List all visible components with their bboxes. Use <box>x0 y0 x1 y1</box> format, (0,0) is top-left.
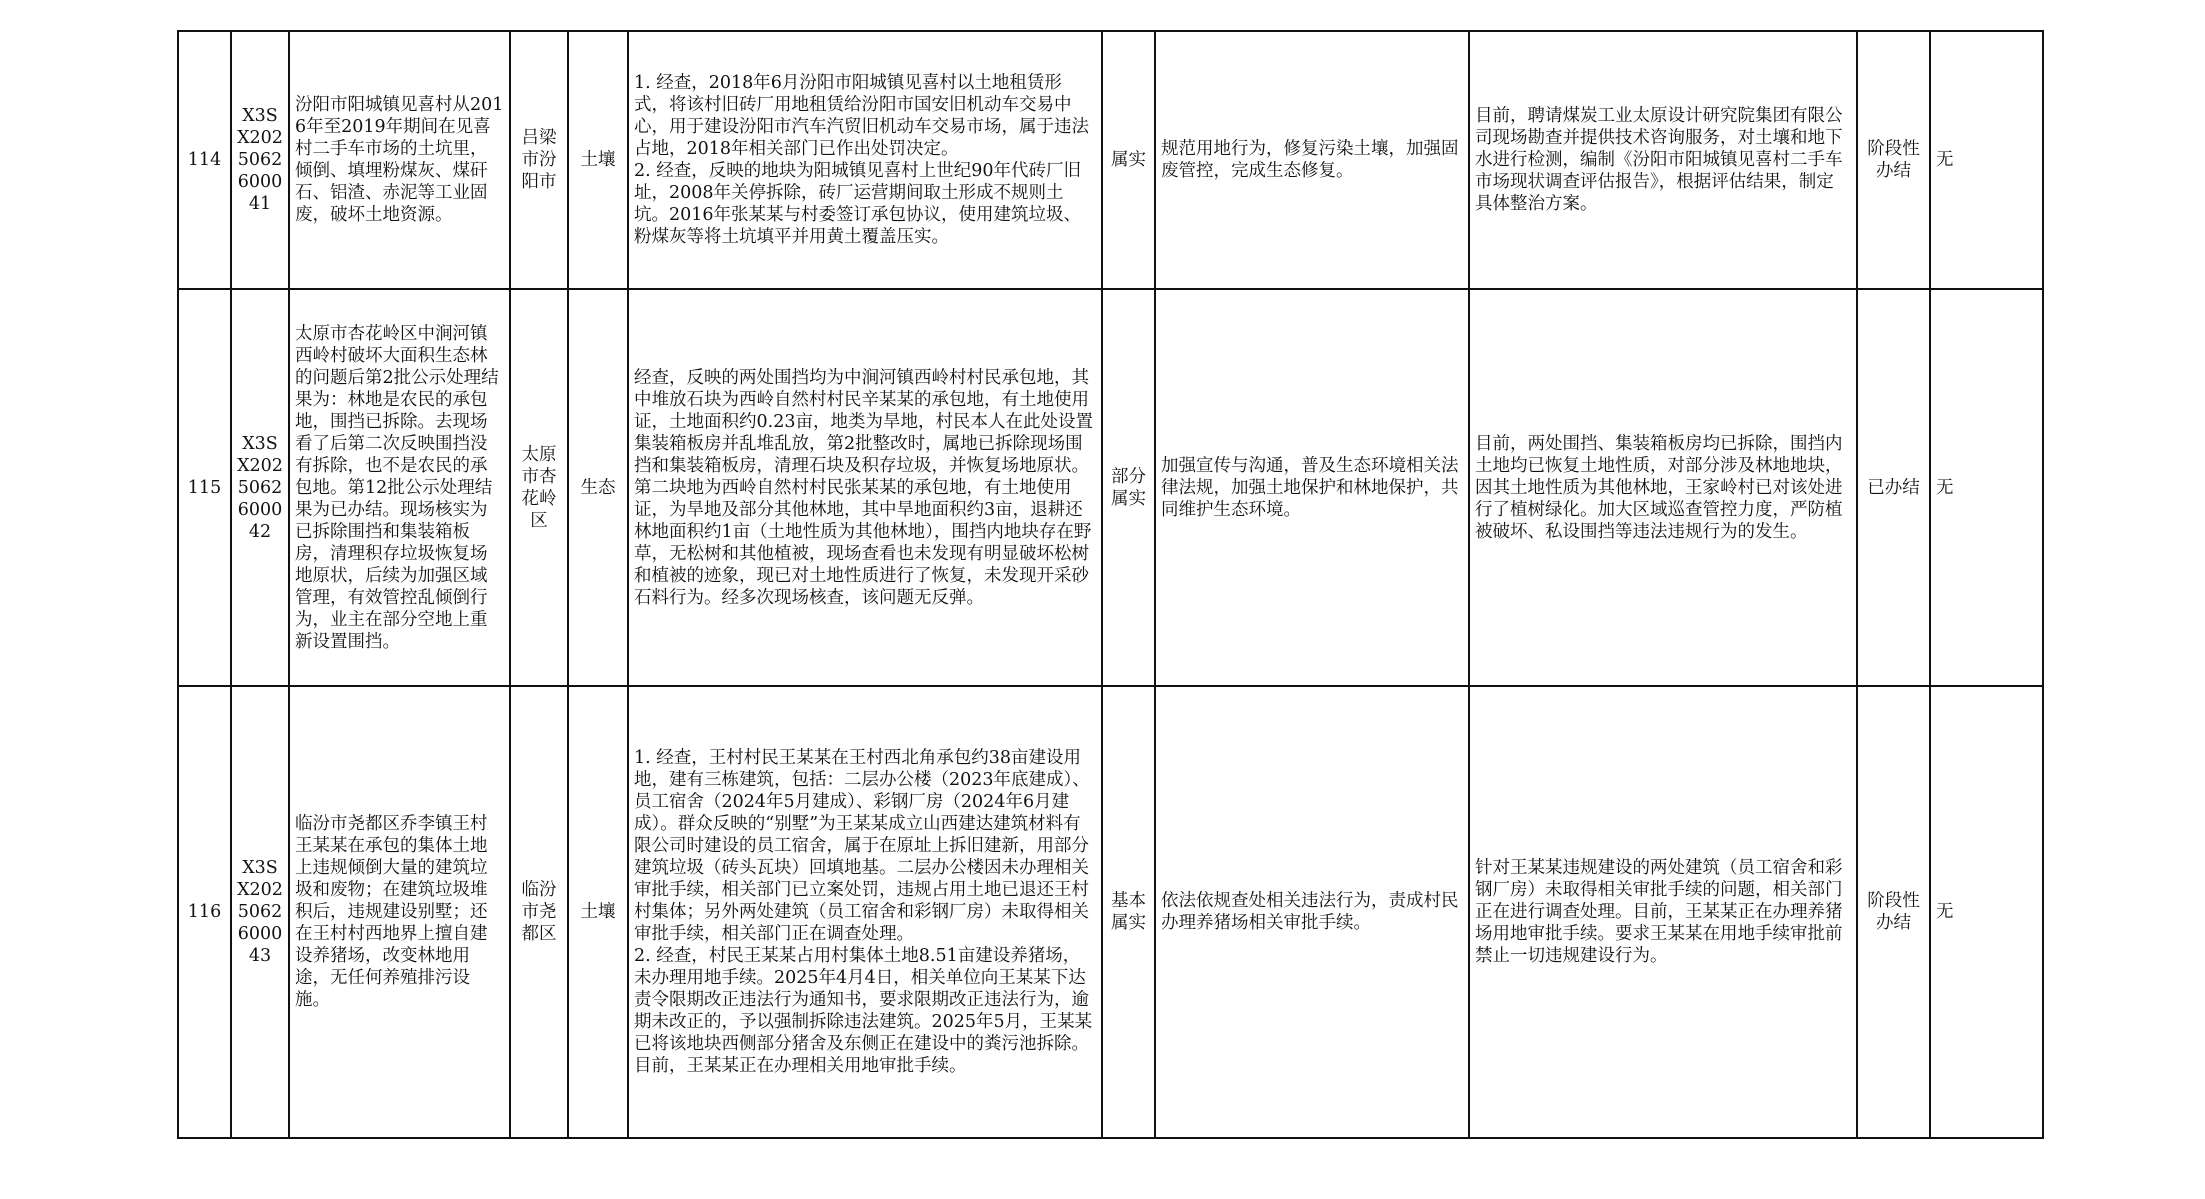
rectification-measures: 加强宣传与沟通，普及生态环境相关法律法规，加强土地保护和林地保护，共同维护生态环境。 <box>1155 289 1469 686</box>
row-number: 115 <box>178 289 231 686</box>
verification-result: 属实 <box>1102 31 1155 289</box>
case-code: X3SX2025062600042 <box>231 289 289 686</box>
administrative-region: 临汾市尧都区 <box>510 686 568 1138</box>
complaint-content: 太原市杏花岭区中涧河镇西岭村破坏大面积生态林的问题后第2批公示处理结果为：林地是农民的承包地，围挡已拆除。去现场看了后第二次反映围挡没有拆除，也不是农民的承包地。第12批公示处理结果为已办结。现场核实为已拆除围挡和集装箱板房，清理积存垃圾恢复场地原状，后续为加强区域管理，有效管控乱倾倒行为，业主在部分空地上重新设置围挡。 <box>289 289 510 686</box>
pollution-category: 生态 <box>568 289 628 686</box>
row-number: 114 <box>178 31 231 289</box>
verification-result: 基本属实 <box>1102 686 1155 1138</box>
rectification-progress: 针对王某某违规建设的两处建筑（员工宿舍和彩钢厂房）未取得相关审批手续的问题，相关部门正在进行调查处理。目前，王某某正在办理养猪场用地审批手续。要求王某某在用地手续审批前禁止一切违规建设行为。 <box>1469 686 1857 1138</box>
administrative-region: 太原市杏花岭区 <box>510 289 568 686</box>
accountability: 无 <box>1930 31 2043 289</box>
case-code: X3SX2025062600043 <box>231 686 289 1138</box>
rectification-progress: 目前，聘请煤炭工业太原设计研究院集团有限公司现场勘查并提供技术咨询服务，对土壤和地下水进行检测，编制《汾阳市阳城镇见喜村二手车市场现状调查评估报告》，根据评估结果，制定具体整治方案。 <box>1469 31 1857 289</box>
finding-paragraph: 1. 经查，王村村民王某某在王村西北角承包约38亩建设用地，建有三栋建筑，包括：二层办公楼（2023年底建成）、员工宿舍（2024年5月建成）、彩钢厂房（2024年6月建成）。群众反映的“别墅”为王某某成立山西建达建筑材料有限公司时建设的员工宿舍，属于在原址上拆旧建新，用部分建筑垃圾（砖头瓦块）回填地基。二层办公楼因未办理相关审批手续，相关部门已立案处罚，违规占用土地已退还王村村集体；另外两处建筑（员工宿舍和彩钢厂房）未取得相关审批手续，相关部门正在调查处理。 <box>634 748 1090 944</box>
accountability: 无 <box>1930 686 2043 1138</box>
complaint-content: 汾阳市阳城镇见喜村从2016年至2019年期间在见喜村二手车市场的土坑里，倾倒、填埋粉煤灰、煤矸石、铝渣、赤泥等工业固废，破坏土地资源。 <box>289 31 510 289</box>
investigation-findings <box>628 686 1102 1138</box>
table-row <box>178 31 2043 289</box>
pollution-category: 土壤 <box>568 686 628 1138</box>
verification-result: 部分属实 <box>1102 289 1155 686</box>
finding-paragraph: 2. 经查，村民王某某占用村集体土地8.51亩建设养猪场，未办理用地手续。2025年4月4日，相关单位向王某某下达责令限期改正违法行为通知书，要求限期改正违法行为，逾期未改正的，予以强制拆除违法建筑。2025年5月，王某某已将该地块西侧部分猪舍及东侧正在建设中的粪污池拆除。目前，王某某正在办理相关用地审批手续。 <box>634 946 1093 1076</box>
pollution-category: 土壤 <box>568 31 628 289</box>
administrative-region: 吕梁市汾阳市 <box>510 31 568 289</box>
case-status: 已办结 <box>1857 289 1930 686</box>
finding-paragraph: 经查，反映的两处围挡均为中涧河镇西岭村村民承包地，其中堆放石块为西岭自然村村民辛某某的承包地，有土地使用证，土地面积约0.23亩，地类为旱地，村民本人在此处设置集装箱板房并乱堆乱放，第2批整改时，属地已拆除现场围挡和集装箱板房，清理石块及积存垃圾，并恢复场地原状。第二块地为西岭自然村村民张某某的承包地，有土地使用证，为旱地及部分其他林地，其中旱地面积约3亩，退耕还林地面积约1亩（土地性质为其他林地），围挡内地块存在野草，无松树和其他植被，现场查看也未发现有明显破坏松树和植被的迹象，现已对土地性质进行了恢复，未发现开采砂石料行为。经多次现场核查，该问题无反弹。 <box>634 367 1093 608</box>
rectification-measures: 依法依规查处相关违法行为，责成村民办理养猪场相关审批手续。 <box>1155 686 1469 1138</box>
accountability: 无 <box>1930 289 2043 686</box>
case-status: 阶段性办结 <box>1857 686 1930 1138</box>
table-row <box>178 289 2043 686</box>
report-sheet <box>177 30 2042 1139</box>
finding-paragraph: 1. 经查，2018年6月汾阳市阳城镇见喜村以土地租赁形式，将该村旧砖厂用地租赁给汾阳市国安旧机动车交易中心，用于建设汾阳市汽车汽贸旧机动车交易市场，属于违法占地，2018年相关部门已作出处罚决定。 <box>634 73 1089 159</box>
case-status: 阶段性办结 <box>1857 31 1930 289</box>
complaint-content: 临汾市尧都区乔李镇王村王某某在承包的集体土地上违规倾倒大量的建筑垃圾和废物；在建筑垃圾堆积后，违规建设别墅；还在王村村西地界上擅自建设养猪场，改变林地用途，无任何养殖排污设施。 <box>289 686 510 1138</box>
table-row <box>178 686 2043 1138</box>
rectification-progress: 目前，两处围挡、集装箱板房均已拆除，围挡内土地均已恢复土地性质，对部分涉及林地地块，因其土地性质为其他林地，王家岭村已对该处进行了植树绿化。加大区域巡查管控力度，严防植被破坏、私设围挡等违法违规行为的发生。 <box>1469 289 1857 686</box>
case-code: X3SX2025062600041 <box>231 31 289 289</box>
rectification-measures: 规范用地行为，修复污染土壤，加强固废管控，完成生态修复。 <box>1155 31 1469 289</box>
investigation-findings <box>628 289 1102 686</box>
row-number: 116 <box>178 686 231 1138</box>
investigation-findings <box>628 31 1102 289</box>
finding-paragraph: 2. 经查，反映的地块为阳城镇见喜村上世纪90年代砖厂旧址，2008年关停拆除，砖厂运营期间取土形成不规则土坑。2016年张某某与村委签订承包协议，使用建筑垃圾、粉煤灰等将土坑填平并用黄土覆盖压实。 <box>634 161 1082 247</box>
complaint-table <box>177 30 2044 1139</box>
